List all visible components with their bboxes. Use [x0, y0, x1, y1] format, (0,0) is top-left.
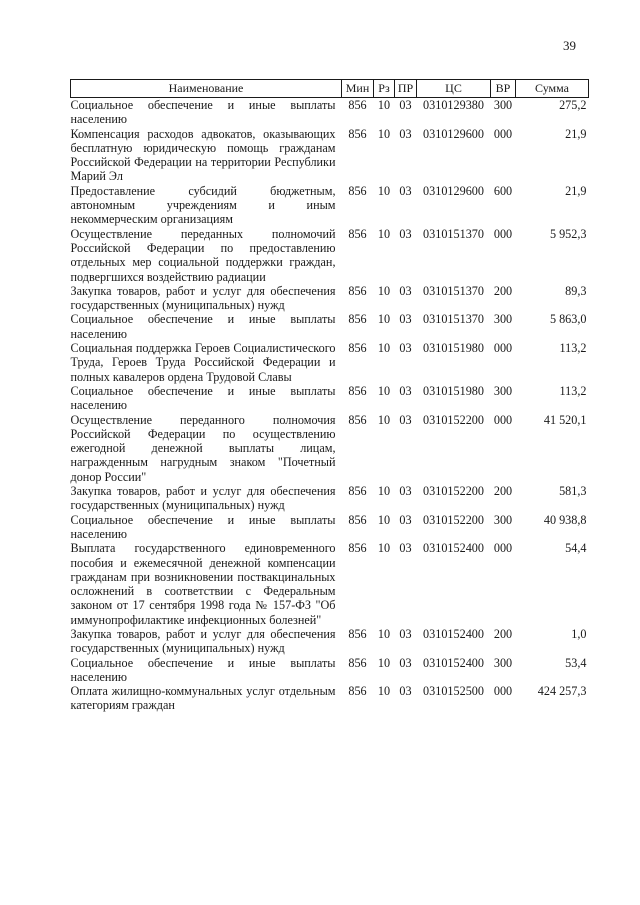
cell-vr: 300: [493, 383, 513, 398]
cell-min: 856: [348, 412, 367, 427]
cell-sum: 41 520,1: [543, 412, 587, 427]
cell-name: Компенсация расходов адвокатов, оказывающих бесплатную юридическую помощь гражданам Российской Федерации на территории Республики Марий Эл: [70, 126, 336, 184]
cell-cs: 0310152400: [423, 655, 484, 670]
cell-cs: 0310151980: [423, 341, 484, 356]
cell-sum: 53,4: [565, 655, 587, 670]
cell-min: 856: [348, 226, 367, 241]
cell-sum: 54,4: [565, 541, 587, 556]
cell-min: 856: [348, 98, 367, 112]
cell-min: 856: [348, 183, 367, 198]
cell-sum: 5 952,3: [549, 226, 587, 241]
table-row: [71, 284, 589, 313]
cell-pr: 03: [399, 98, 412, 112]
cell-rz: 10: [377, 412, 391, 427]
cell-min: 856: [348, 684, 367, 699]
header-cs: ЦС: [417, 80, 491, 98]
cell-sum: 275,2: [559, 98, 587, 112]
cell-vr: 000: [493, 541, 513, 556]
table-row: [71, 341, 589, 384]
cell-rz: 10: [377, 626, 391, 641]
cell-min: 856: [348, 383, 367, 398]
cell-vr: 000: [493, 684, 513, 699]
cell-pr: 03: [399, 183, 412, 198]
cell-vr: 600: [493, 183, 513, 198]
cell-sum: 40 938,8: [543, 512, 587, 527]
cell-rz: 10: [377, 98, 391, 112]
table-row: [71, 413, 589, 484]
cell-name: Закупка товаров, работ и услуг для обеспечения государственных (муниципальных) нужд: [70, 283, 336, 313]
cell-cs: 0310129600: [423, 126, 484, 141]
cell-name: Предоставление субсидий бюджетным, автономным учреждениям и иным некоммерческим организациям: [70, 183, 336, 227]
header-rz: Рз: [374, 80, 395, 98]
cell-sum: 21,9: [565, 126, 587, 141]
cell-pr: 03: [399, 283, 412, 298]
cell-pr: 03: [399, 412, 412, 427]
cell-rz: 10: [377, 226, 391, 241]
cell-rz: 10: [377, 541, 391, 556]
cell-cs: 0310151370: [423, 283, 484, 298]
cell-rz: 10: [377, 655, 391, 670]
cell-name: Закупка товаров, работ и услуг для обеспечения государственных (муниципальных) нужд: [70, 626, 336, 656]
table-row: [71, 484, 589, 513]
cell-sum: 89,3: [565, 283, 587, 298]
table-row: [71, 312, 589, 341]
cell-pr: 03: [399, 512, 412, 527]
cell-sum: 1,0: [571, 626, 587, 641]
cell-vr: 200: [493, 484, 513, 499]
cell-pr: 03: [399, 484, 412, 499]
cell-name: Оплата жилищно-коммунальных услуг отдельным категориям граждан: [70, 684, 336, 713]
table-row: [71, 184, 589, 227]
table-row: [71, 384, 589, 413]
header-name: Наименование: [71, 80, 342, 98]
table-row: [71, 513, 589, 542]
cell-sum: 424 257,3: [537, 684, 587, 699]
cell-vr: 000: [493, 226, 513, 241]
cell-sum: 21,9: [565, 183, 587, 198]
cell-min: 856: [348, 126, 367, 141]
cell-pr: 03: [399, 626, 412, 641]
table-row: [71, 541, 589, 627]
cell-name: Социальное обеспечение и иные выплаты населению: [70, 512, 336, 541]
cell-name: Социальное обеспечение и иные выплаты населению: [70, 655, 336, 684]
cell-min: 856: [348, 341, 367, 356]
cell-pr: 03: [399, 655, 412, 670]
cell-min: 856: [348, 312, 367, 327]
table-row: [71, 98, 589, 127]
cell-vr: 300: [493, 312, 513, 327]
cell-sum: 113,2: [559, 341, 587, 356]
cell-name: Осуществление переданных полномочий Российской Федерации по предоставлению отдельных мер социальной поддержки граждан, подвергшихся воздействию радиации: [70, 226, 336, 284]
cell-vr: 200: [493, 626, 513, 641]
cell-name: Осуществление переданного полномочия Российской Федерации по осуществлению ежегодной денежной выплаты лицам, награжденным нагрудным знаком "Почетный донор России": [70, 412, 336, 484]
cell-min: 856: [348, 626, 367, 641]
cell-cs: 0310152400: [423, 541, 484, 556]
cell-pr: 03: [399, 126, 412, 141]
cell-cs: 0310152400: [423, 626, 484, 641]
cell-cs: 0310152200: [423, 512, 484, 527]
table-row: [71, 627, 589, 656]
page-number: 39: [563, 38, 576, 53]
cell-rz: 10: [377, 383, 391, 398]
cell-name: Социальное обеспечение и иные выплаты населению: [70, 98, 336, 127]
header-vr: ВР: [491, 80, 516, 98]
cell-cs: 0310152200: [423, 484, 484, 499]
cell-cs: 0310151370: [423, 226, 484, 241]
cell-name: Выплата государственного единовременного пособия и ежемесячной денежной компенсации гражданам при возникновении поствакцинальных осложнений в соответствии с Федеральным законом от 17 сентября 1998 года № 157-ФЗ "Об иммунопрофилактике инфекционных болезней": [70, 541, 336, 627]
cell-cs: 0310151370: [423, 312, 484, 327]
cell-pr: 03: [399, 541, 412, 556]
cell-rz: 10: [377, 684, 391, 699]
cell-min: 856: [348, 541, 367, 556]
cell-pr: 03: [399, 684, 412, 699]
cell-rz: 10: [377, 341, 391, 356]
cell-vr: 000: [493, 126, 513, 141]
cell-pr: 03: [399, 312, 412, 327]
cell-vr: 200: [493, 283, 513, 298]
cell-cs: 0310151980: [423, 383, 484, 398]
cell-vr: 300: [493, 512, 513, 527]
table-row: [71, 656, 589, 685]
cell-sum: 581,3: [559, 484, 587, 499]
cell-rz: 10: [377, 484, 391, 499]
cell-name: Социальное обеспечение и иные выплаты населению: [70, 312, 336, 341]
cell-rz: 10: [377, 126, 391, 141]
cell-min: 856: [348, 484, 367, 499]
cell-pr: 03: [399, 341, 412, 356]
header-sum: Сумма: [516, 80, 589, 98]
cell-name: Социальное обеспечение и иные выплаты населению: [70, 383, 336, 413]
cell-cs: 0310129380: [423, 98, 484, 112]
cell-rz: 10: [377, 183, 391, 198]
table-header-row: [71, 80, 589, 98]
cell-vr: 000: [493, 341, 513, 356]
table-row: [71, 127, 589, 184]
cell-pr: 03: [399, 383, 412, 398]
cell-min: 856: [348, 655, 367, 670]
cell-vr: 300: [493, 98, 513, 112]
cell-min: 856: [348, 512, 367, 527]
cell-vr: 300: [493, 655, 513, 670]
cell-rz: 10: [377, 283, 391, 298]
cell-rz: 10: [377, 512, 391, 527]
cell-min: 856: [348, 283, 367, 298]
cell-cs: 0310129600: [423, 183, 484, 198]
cell-cs: 0310152200: [423, 412, 484, 427]
cell-name: Социальная поддержка Героев Социалистического Труда, Героев Труда Российской Федерации и полных кавалеров ордена Трудовой Славы: [70, 341, 336, 384]
cell-cs: 0310152500: [423, 684, 484, 699]
cell-sum: 113,2: [559, 383, 587, 398]
cell-sum: 5 863,0: [549, 312, 587, 327]
cell-pr: 03: [399, 226, 412, 241]
cell-rz: 10: [377, 312, 391, 327]
header-min: Мин: [342, 80, 374, 98]
cell-vr: 000: [493, 412, 513, 427]
cell-name: Закупка товаров, работ и услуг для обеспечения государственных (муниципальных) нужд: [70, 484, 336, 513]
table-row: [71, 684, 589, 713]
budget-table: [70, 79, 589, 713]
header-pr: ПР: [395, 80, 417, 98]
table-row: [71, 227, 589, 284]
